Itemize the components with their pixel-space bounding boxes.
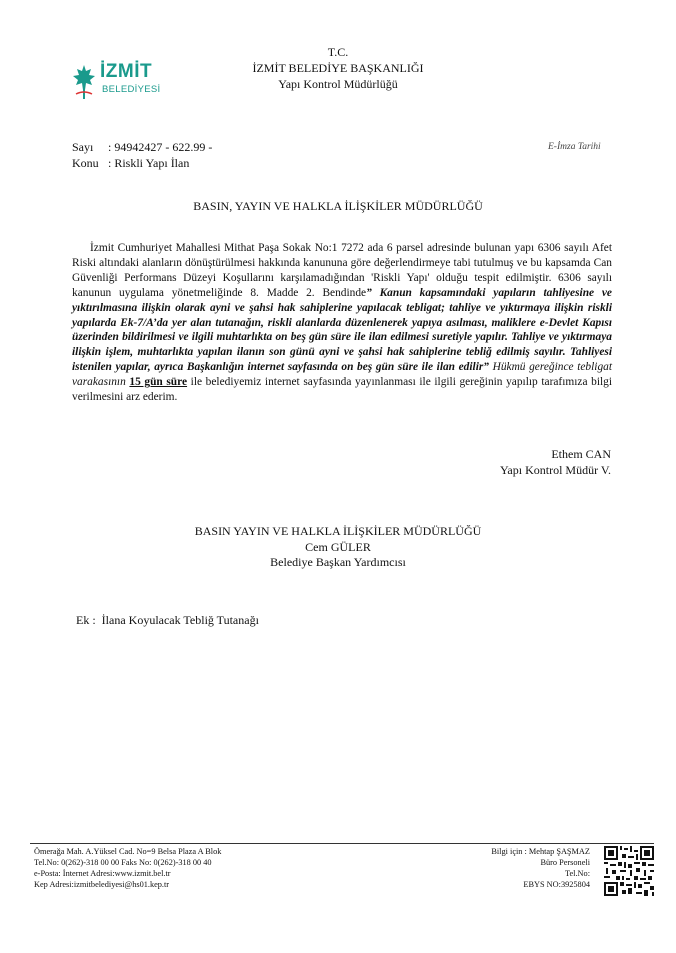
header-line-3: Yapı Kontrol Müdürlüğü <box>278 77 398 91</box>
signature-block-2 <box>0 524 676 571</box>
footer-kep: Kep Adresi:izmitbelediyesi@hs01.kep.tr <box>34 880 170 889</box>
konu-label: Konu <box>72 156 99 170</box>
signer-1-name: Ethem CAN <box>551 447 611 461</box>
footer-divider <box>30 843 654 844</box>
header-line-2: İZMİT BELEDİYE BAŞKANLIĞI <box>252 61 424 75</box>
footer-phone: Tel.No: 0(262)-318 00 00 Faks No: 0(262)-318 00 40 <box>34 858 212 867</box>
body-paragraph <box>72 241 612 405</box>
footer-info <box>470 846 590 890</box>
body-part-1: İzmit Cumhuriyet Mahallesi Mithat Paşa Sokak No:1 7272 ada 6 parsel adresinde bulunan yapı 6306 sayılı Afet Riski altındaki alanların dönüştürülmesi hakkında kanununa göre değerlendirmeye tabi tutulmuş ve bu kapsamda Can Güvenliği Performans Düzeyi Koşullarını karşılamadığından 'Riskli Yapı' olduğu tespit edilmiştir. 6306 sayılı kanunun uygulama yönetmeliğinde 8. Madde 2. Bendinde <box>72 242 612 299</box>
qr-code-icon <box>604 846 654 896</box>
footer-info-person: Bilgi için : Mehtap ŞAŞMAZ <box>491 847 590 856</box>
footer-email: e-Posta: İnternet Adresi:www.izmit.bel.tr <box>34 869 171 878</box>
footer-info-role: Büro Personeli <box>540 858 590 867</box>
attachment-value: İlana Koyulacak Tebliğ Tutanağı <box>101 613 259 627</box>
signer-2-title: Belediye Başkan Yardımcısı <box>270 555 406 569</box>
logo-main-text: İZMİT <box>100 61 153 82</box>
footer-ebys: EBYS NO:3925804 <box>523 880 590 889</box>
body-highlight: 15 gün süre <box>129 376 188 389</box>
footer-info-tel: Tel.No: <box>565 869 590 878</box>
attachment-line <box>76 613 259 628</box>
signer-2-unit: BASIN YAYIN VE HALKLA İLİŞKİLER MÜDÜRLÜĞÜ <box>194 524 482 538</box>
attachment-label: Ek : <box>76 613 96 627</box>
footer-address: Ömerağa Mah. A.Yüksel Cad. No=9 Belsa Plaza A Blok <box>34 847 222 856</box>
esign-date-label: E-İmza Tarihi <box>548 142 601 152</box>
signer-1-title: Yapı Kontrol Müdür V. <box>499 463 611 477</box>
konu-value: : Riskli Yapı İlan <box>108 156 190 170</box>
addressee: BASIN, YAYIN VE HALKLA İLİŞKİLER MÜDÜRLÜĞÜ <box>193 199 483 213</box>
signature-block-1 <box>500 446 611 478</box>
logo-sub-text: BELEDİYESİ <box>102 84 161 95</box>
header-line-1: T.C. <box>327 45 349 59</box>
footer-contact <box>34 846 221 890</box>
signer-2-name: Cem GÜLER <box>305 539 371 554</box>
sayi-value: : 94942427 - 622.99 - <box>108 140 213 154</box>
sayi-label: Sayı <box>72 140 94 154</box>
body-quote: ” Kanun kapsamındaki yapıların tahliyesine ve yıktırılmasına ilişkin olarak ayni ve şahsi hak sahiplerine yapılacak tebligat; tahliye ve yıktırmaya ilişkin riskli yapılarda Ek-7/A’da yer alan tutanağın, riskli alanlarda düzenlenerek yapıya asılması, maliklere e-Devlet Kapısı üzerinden bildirilmesi ve ilgili muhtarlıkta on beş gün süre ile ilan edilmesi suretiyle yapılır. Tahliye ve yıktırmaya ilişkin işlem, muhtarlıkta yapılan ilanın son günü ayni ve şahsi hak sahiplerine tebliğ edilmiş sayılır. Tahliyesi istenilen yapılar, ayrıca Başkanlığın internet sayfasında on beş gün süre ile ilan edilir” <box>72 286 612 374</box>
body-part-2: Hükmü gereğince tebligat varakasının <box>72 361 612 389</box>
body-part-3: ile belediyemiz internet sayfasında yayınlanması ile ilgili gereğinin yapılıp tarafımıza bilgi verilmesini arz ederim. <box>72 376 613 404</box>
